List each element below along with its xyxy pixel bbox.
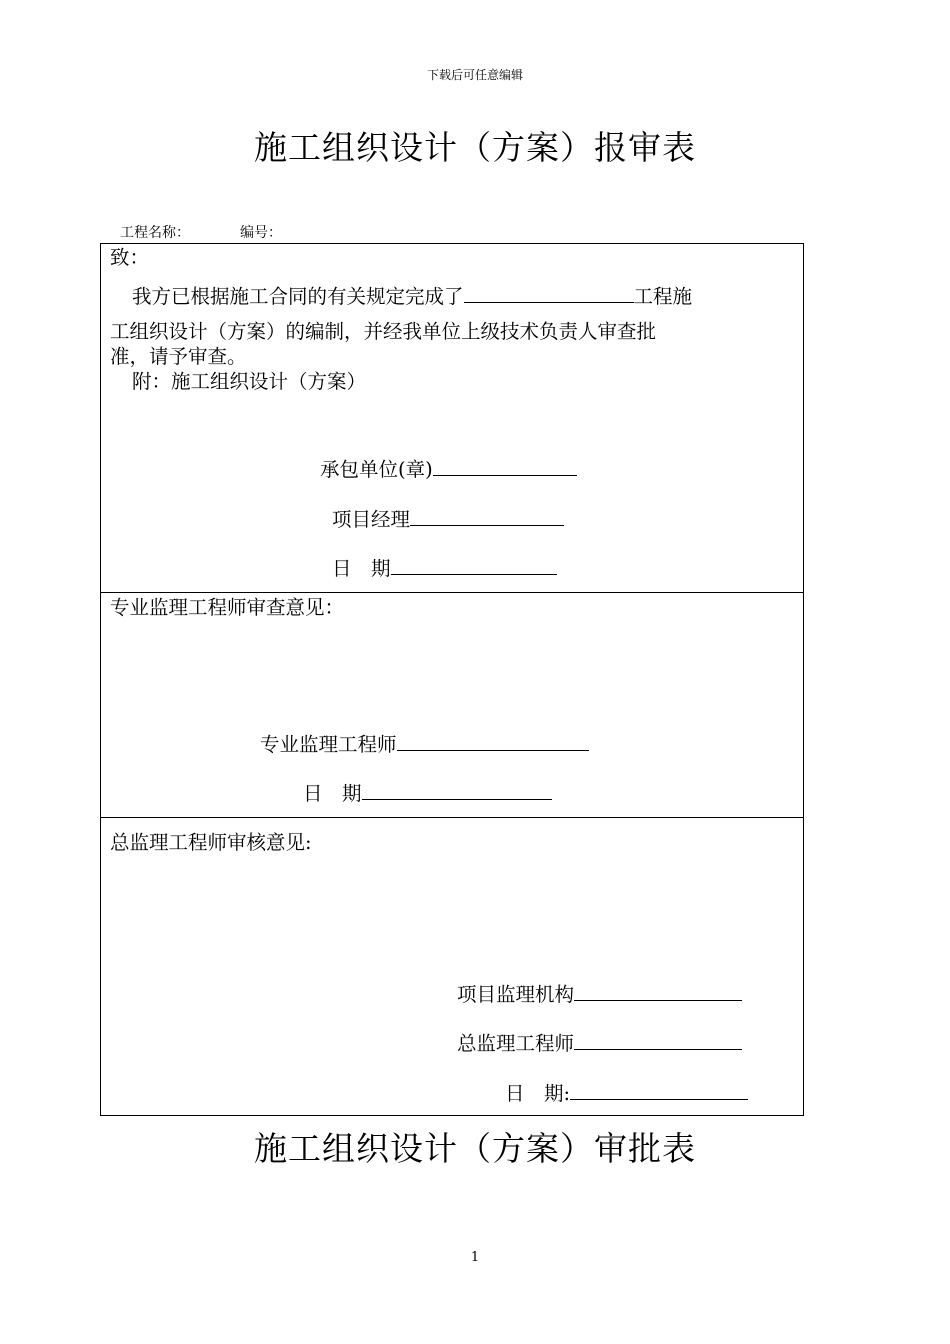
- para-line-3: 准，请予审查。: [110, 345, 247, 368]
- contractor-label: 承包单位(章): [320, 458, 433, 481]
- section-divider: [100, 817, 804, 818]
- date-line-1: [332, 555, 557, 580]
- chief-label: 总监理工程师: [457, 1032, 575, 1055]
- pm-label: 项目经理: [332, 508, 411, 531]
- engineer-blank[interactable]: [397, 731, 589, 751]
- org-line: [457, 981, 742, 1006]
- engineer-line: [260, 731, 589, 756]
- pm-blank[interactable]: [410, 506, 564, 526]
- chief-blank[interactable]: [574, 1030, 742, 1050]
- pm-line: [332, 506, 564, 531]
- section-divider: [100, 592, 804, 593]
- number-label: 编号：: [240, 225, 282, 241]
- to-label: 致：: [110, 246, 150, 269]
- date-line-3: [505, 1080, 748, 1105]
- date-blank-1[interactable]: [391, 555, 557, 575]
- org-label: 项目监理机构: [457, 983, 575, 1006]
- contractor-blank[interactable]: [433, 456, 577, 476]
- date-line-2: [303, 780, 552, 805]
- date-label-1: 日 期: [332, 557, 391, 580]
- header-note: 下载后可任意编辑: [426, 68, 523, 82]
- chief-line: [457, 1030, 742, 1055]
- date-blank-2[interactable]: [362, 780, 552, 800]
- section2-heading: 专业监理工程师审查意见：: [110, 596, 345, 619]
- page-number: 1: [470, 1250, 480, 1265]
- engineer-label: 专业监理工程师: [260, 733, 397, 756]
- para-line-1-text: 我方已根据施工合同的有关规定完成了: [132, 285, 464, 308]
- para-line-1-end: 工程施: [633, 285, 693, 308]
- para-line-1: [132, 283, 692, 308]
- date-label-2: 日 期: [303, 782, 362, 805]
- project-name-label: 工程名称：: [120, 225, 190, 241]
- date-label-3: 日 期:: [505, 1082, 571, 1105]
- project-blank[interactable]: [464, 283, 634, 303]
- org-blank[interactable]: [574, 981, 742, 1001]
- contractor-line: [320, 456, 577, 481]
- para-line-2: 工组织设计（方案）的编制，并经我单位上级技术负责人审查批: [110, 320, 657, 343]
- page-title: 施工组织设计（方案）报审表: [254, 128, 696, 167]
- section3-heading: 总监理工程师审核意见:: [110, 831, 312, 854]
- attachment-line: 附：施工组织设计（方案）: [132, 370, 367, 393]
- date-blank-3[interactable]: [570, 1080, 748, 1100]
- approval-title: 施工组织设计（方案）审批表: [254, 1129, 696, 1168]
